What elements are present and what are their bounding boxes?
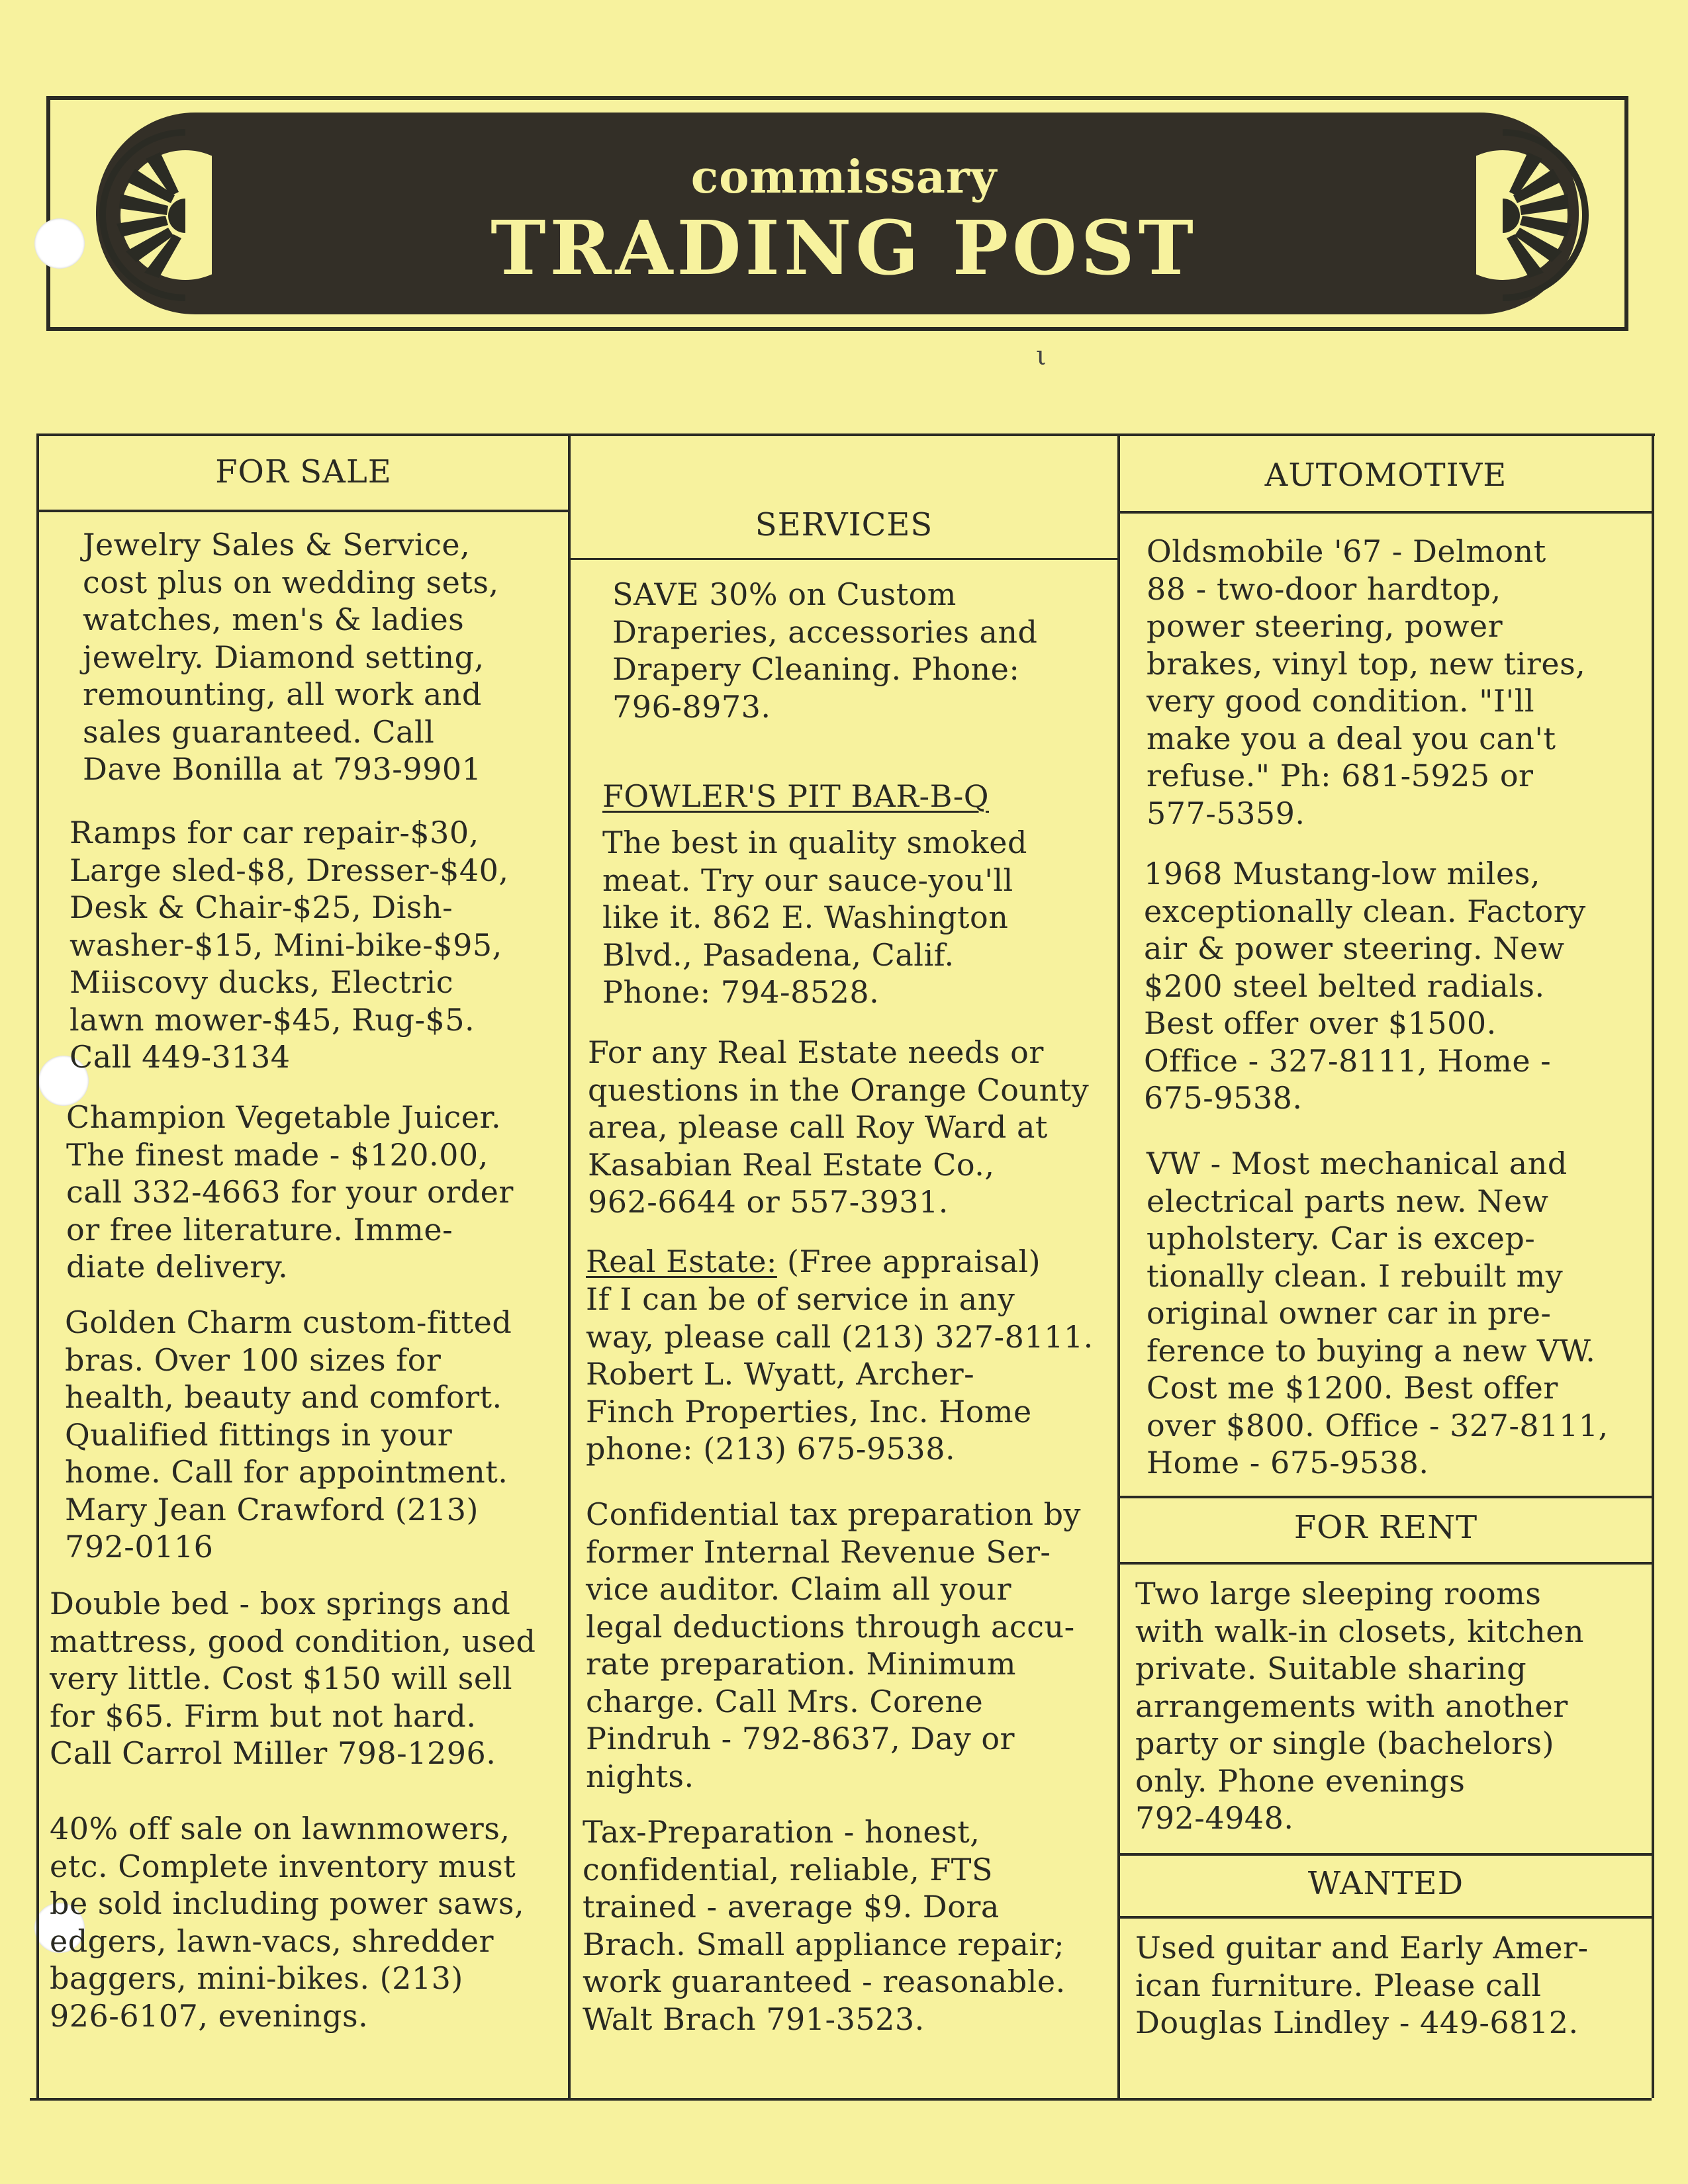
wanted-rule-top xyxy=(1120,1853,1652,1856)
ad-draperies: SAVE 30% on Custom Draperies, accessories and Drapery Cleaning. Phone: 796-8973. xyxy=(612,576,1038,725)
automotive-header-rule xyxy=(1120,511,1652,514)
masthead-title: TRADING POST xyxy=(491,205,1197,292)
ad-used-guitar: Used guitar and Early Amer- ican furniture. Please call Douglas Lindley - 449-6812. xyxy=(1135,1930,1589,2040)
for-rent-rule-bottom xyxy=(1120,1562,1652,1565)
services-header-rule-top xyxy=(571,558,1117,560)
ad-double-bed: Double bed - box springs and mattress, good condition, used very little. Cost $150 will sell for $65. Firm but not hard. Call Carrol Miller 798-1296. xyxy=(50,1586,536,1771)
services-heading: SERVICES xyxy=(755,506,933,543)
for-rent-heading: FOR RENT xyxy=(1293,1509,1478,1546)
grid-left-border xyxy=(36,433,39,2098)
ad-golden-charm: Golden Charm custom-fitted bras. Over 100 sizes for health, beauty and comfort. Qualified fittings in your home. Call for appointment. Mary Jean Crawford (213) 792-0116 xyxy=(65,1304,512,1565)
ad-real-estate-roy-ward: For any Real Estate needs or questions in the Orange County area, please call Roy Ward at Kasabian Real Estate Co., 962-6644 or 557-3931. xyxy=(588,1034,1090,1220)
automotive-heading: AUTOMOTIVE xyxy=(1264,457,1507,494)
for-sale-heading: FOR SALE xyxy=(215,453,392,490)
wanted-rule-bottom xyxy=(1120,1916,1652,1919)
column-divider-1 xyxy=(568,433,571,2098)
masthead-subtitle: commissary xyxy=(690,151,998,204)
ad-fowlers-bbq: The best in quality smoked meat. Try our sauce-you'll like it. 862 E. Washington Blvd., Pasadena, Calif. Phone: 794-8528. xyxy=(602,825,1027,1010)
ad-mustang: 1968 Mustang-low miles, exceptionally clean. Factory air & power steering. New $200 steel belted radials. Best offer over $1500. Office - 327-8111, Home - 675-9538. xyxy=(1144,856,1586,1116)
ad-sleeping-rooms: Two large sleeping rooms with walk-in closets, kitchen private. Suitable sharing arrangements with another party or single (bachelors) only. Phone evenings 792-4948. xyxy=(1135,1576,1585,1836)
wanted-heading: WANTED xyxy=(1307,1865,1464,1902)
grid-bottom-border xyxy=(30,2098,1652,2101)
punch-hole-top xyxy=(34,218,85,269)
ad-jewelry: Jewelry Sales & Service, cost plus on wedding sets, watches, men's & ladies jewelry. Diamond setting, remounting, all work and sales guaranteed. Call Dave Bonilla at 793-9901 xyxy=(83,527,499,787)
ad-tax-preparation-brach: Tax-Preparation - honest, confidential, reliable, FTS trained - average $9. Dora Brach. Small appliance repair; work guaranteed - reasonable. Walt Brach 791-3523. xyxy=(583,1814,1066,2037)
real-estate-note: (Free appraisal) xyxy=(776,1244,1041,1279)
for-sale-header-rule xyxy=(36,510,568,512)
ad-real-estate-wyatt: If I can be of service in any way, please call (213) 327-8111. Robert L. Wyatt, Archer- Finch Properties, Inc. Home phone: (213) 675-9538. xyxy=(586,1281,1094,1467)
ad-oldsmobile: Oldsmobile '67 - Delmont 88 - two-door hardtop, power steering, power brakes, vinyl top, new tires, very good condition. "I'll make you a deal you can't refuse." Ph: 681-5925 or 577-5359. xyxy=(1147,533,1586,831)
ad-tax-preparation-auditor: Confidential tax preparation by former Internal Revenue Ser- vice auditor. Claim all your legal deductions through accu- rate preparation. Minimum charge. Call Mrs. Corene Pindruh - 792-8637, Day or nights. xyxy=(586,1496,1081,1794)
for-rent-rule-top xyxy=(1120,1496,1652,1498)
ad-fowlers-headline: FOWLER'S PIT BAR-B-Q xyxy=(602,778,989,814)
real-estate-label: Real Estate: xyxy=(586,1244,777,1279)
grid-right-border xyxy=(1652,433,1654,2098)
ad-lawnmower-sale: 40% off sale on lawnmowers, etc. Complete inventory must be sold including power saws, edgers, lawn-vacs, shredder baggers, mini-bikes. (213) 926-6107, evenings. xyxy=(50,1811,525,2034)
grid-top-border xyxy=(36,433,1655,436)
ad-vw: VW - Most mechanical and electrical parts new. New upholstery. Car is excep- tionally clean. I rebuilt my original owner car in pre- ference to buying a new VW. Cost me $1200. Best offer over $800. Office - 327-8111, Home - 675-9538. xyxy=(1147,1146,1609,1480)
stray-mark: ι xyxy=(1036,341,1047,371)
column-divider-2 xyxy=(1117,433,1120,2098)
ad-vegetable-juicer: Champion Vegetable Juicer. The finest made - $120.00, call 332-4663 for your order or free literature. Imme- diate delivery. xyxy=(66,1099,514,1285)
ad-ramps-and-items: Ramps for car repair-$30, Large sled-$8, Dresser-$40, Desk & Chair-$25, Dish- washer-$15, Mini-bike-$95, Miiscovy ducks, Electric lawn mower-$45, Rug-$5. Call 449-3134 xyxy=(70,815,509,1075)
ad-real-estate-header-line xyxy=(586,1243,1109,1281)
